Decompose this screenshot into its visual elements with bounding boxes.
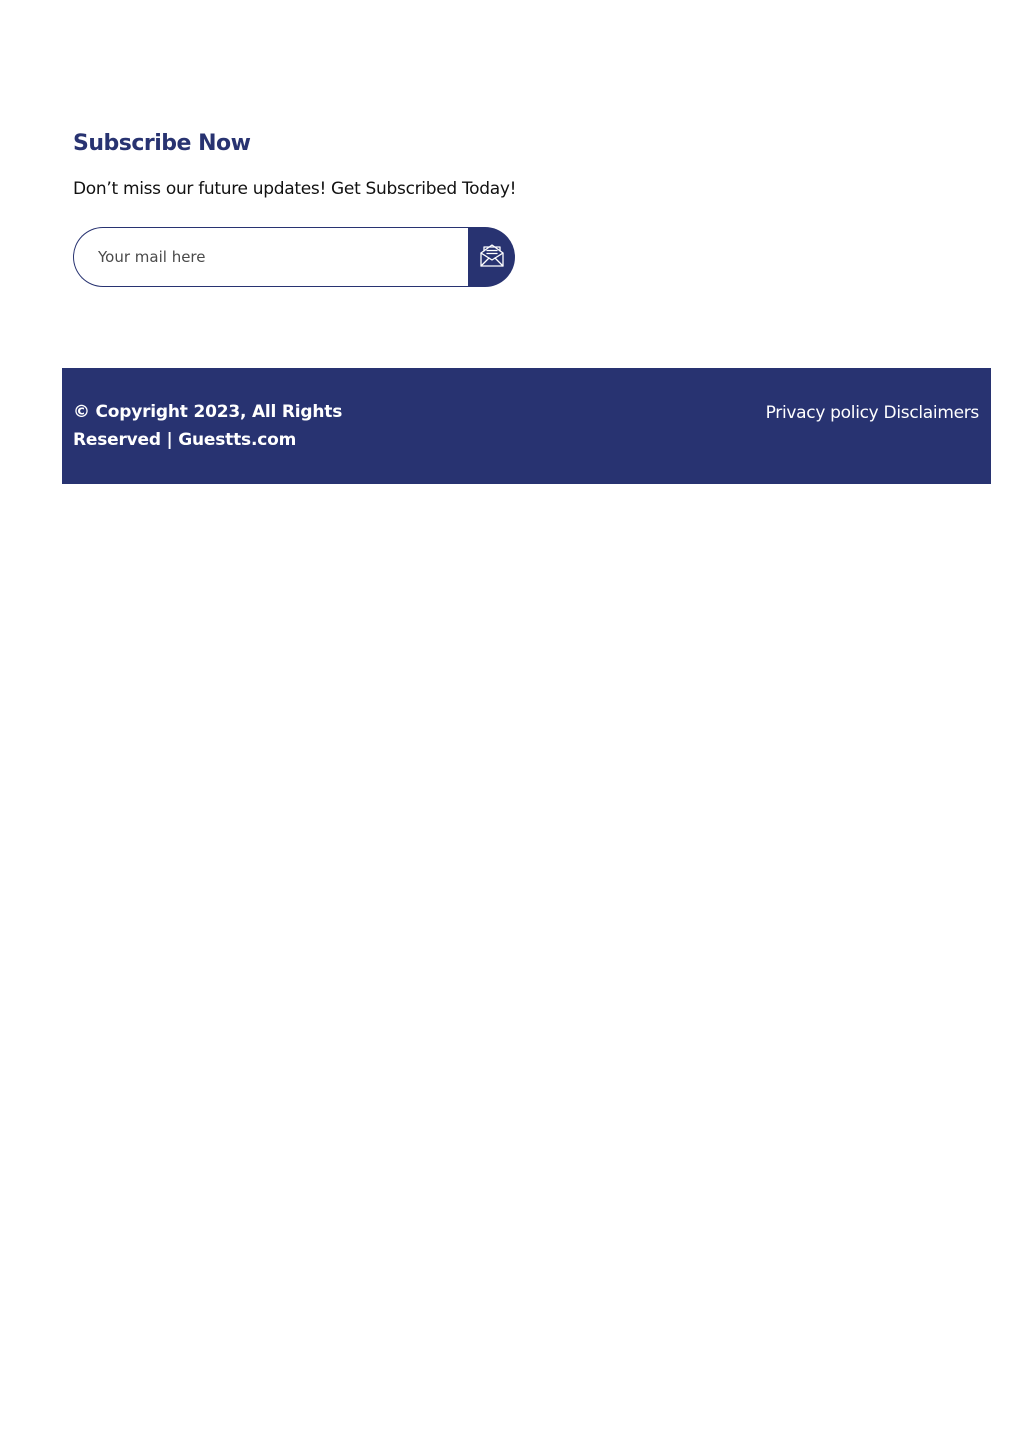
- email-input[interactable]: [73, 227, 469, 287]
- privacy-policy-link[interactable]: Privacy policy: [765, 403, 879, 423]
- subscribe-description: Don’t miss our future updates! Get Subscribed Today!: [73, 179, 517, 199]
- disclaimers-link[interactable]: Disclaimers: [883, 403, 979, 423]
- footer-links: [766, 400, 979, 426]
- copyright-text: © Copyright 2023, All Rights Reserved | Guestts.com: [73, 402, 343, 450]
- footer: [62, 368, 991, 484]
- subscribe-title: Subscribe Now: [73, 131, 251, 156]
- envelope-open-icon: [479, 243, 505, 267]
- subscribe-button[interactable]: [468, 227, 515, 287]
- subscribe-section: [73, 128, 593, 201]
- subscribe-form: [73, 227, 515, 287]
